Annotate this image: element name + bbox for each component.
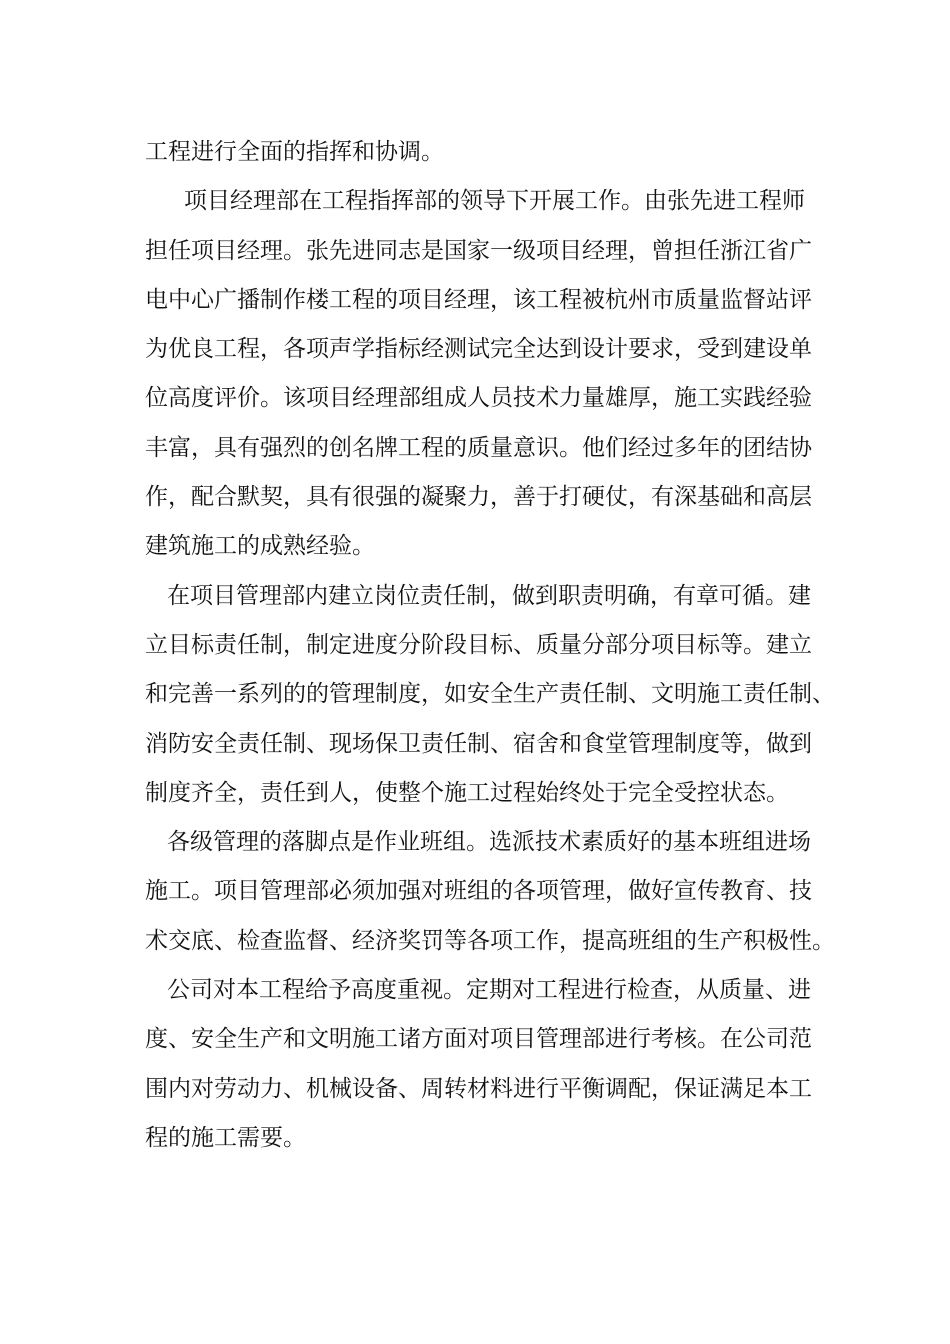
text-line: 作，配合默契，具有很强的凝聚力，善于打硬仗，有深基础和高层 [145, 484, 812, 511]
text-line: 工程进行全面的指挥和协调。 [145, 139, 444, 165]
paragraph-start-line: 各级管理的落脚点是作业班组。选派技术素质好的基本班组进场 [167, 829, 811, 856]
text-line: 度、安全生产和文明施工诸方面对项目管理部进行考核。在公司范 [145, 1026, 812, 1053]
text-line: 程的施工需要。 [145, 1124, 306, 1151]
text-line: 立目标责任制，制定进度分阶段目标、质量分部分项目标等。建立 [145, 631, 812, 658]
text-line: 建筑施工的成熟经验。 [145, 533, 375, 560]
text-line: 丰富，具有强烈的创名牌工程的质量意识。他们经过多年的团结协 [145, 434, 812, 461]
text-line: 消防安全责任制、现场保卫责任制、宿舍和食堂管理制度等，做到 [145, 730, 812, 757]
text-line: 电中心广播制作楼工程的项目经理，该工程被杭州市质量监督站评 [145, 286, 812, 313]
text-line: 制度齐全，责任到人，使整个施工过程始终处于完全受控状态。 [145, 779, 789, 806]
paragraph-start-line: 公司对本工程给予高度重视。定期对工程进行检查，从质量、进 [167, 977, 811, 1004]
text-line: 为优良工程，各项声学指标经测试完全达到设计要求，受到建设单 [145, 336, 812, 363]
text-line: 施工。项目管理部必须加强对班组的各项管理，做好宣传教育、技 [145, 878, 812, 905]
paragraph-start-line: 项目经理部在工程指挥部的领导下开展工作。由张先进工程师 [184, 188, 805, 215]
text-line: 术交底、检查监督、经济奖罚等各项工作，提高班组的生产积极性。 [145, 927, 835, 954]
text-line: 和完善一系列的的管理制度，如安全生产责任制、文明施工责任制、 [145, 681, 835, 708]
text-line: 围内对劳动力、机械设备、周转材料进行平衡调配，保证满足本工 [145, 1075, 812, 1102]
text-line: 担任项目经理。张先进同志是国家一级项目经理，曾担任浙江省广 [145, 237, 812, 264]
document-body [145, 128, 835, 1163]
paragraph-start-line: 在项目管理部内建立岗位责任制，做到职责明确，有章可循。建 [167, 582, 811, 609]
text-line: 位高度评价。该项目经理部组成人员技术力量雄厚，施工实践经验 [145, 385, 812, 412]
